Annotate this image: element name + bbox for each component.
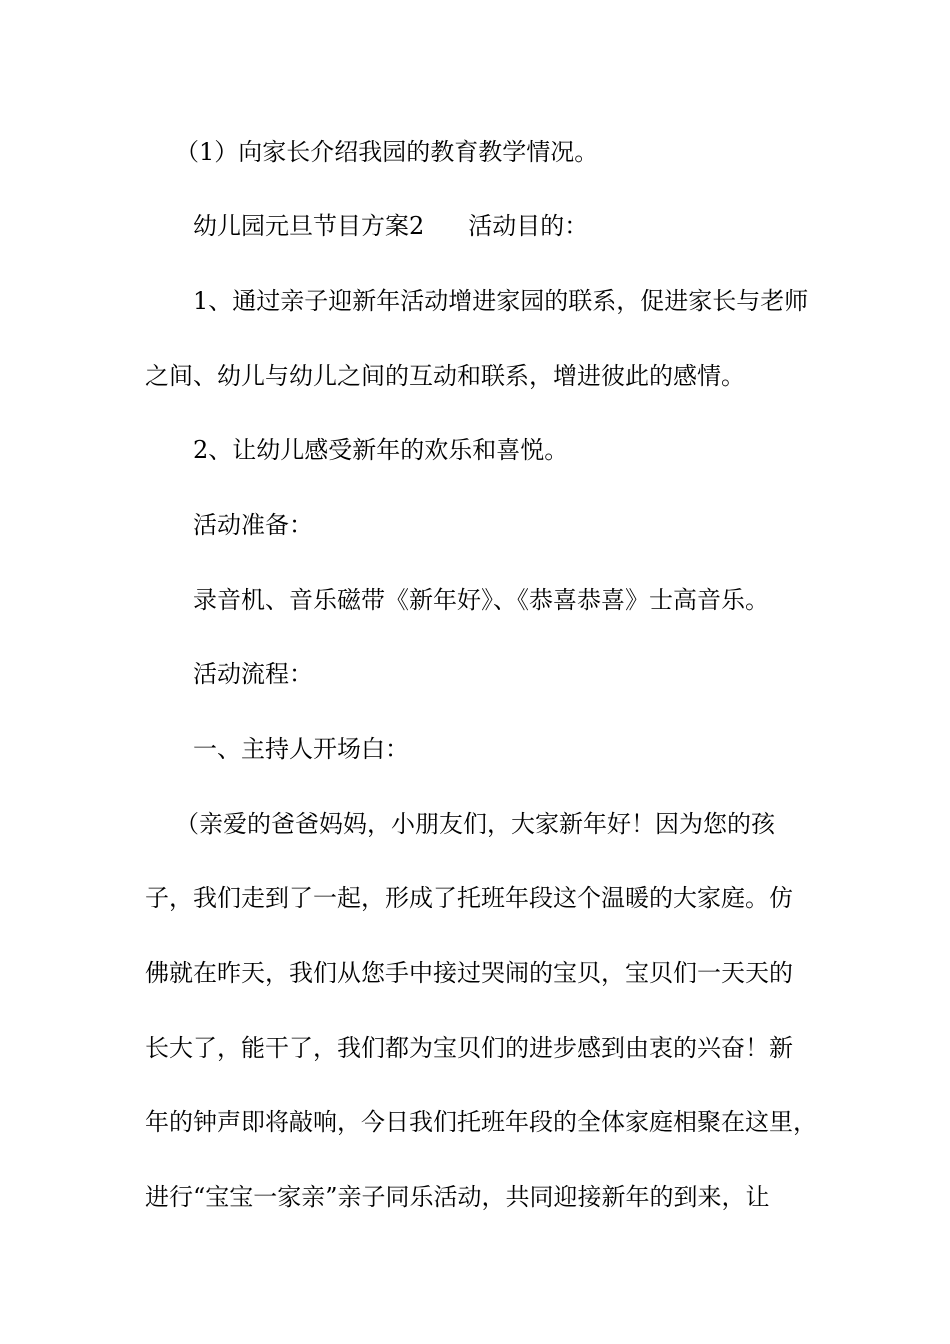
section-heading-line bbox=[193, 206, 893, 246]
section-title: 幼儿园元旦节目方案2 bbox=[193, 212, 425, 240]
goal-2: 2、让幼儿感受新年的欢乐和喜悦。 bbox=[193, 436, 569, 464]
subheading-preparation: 活动准备： bbox=[193, 511, 313, 539]
host-speech-line-4: 长大了，能干了，我们都为宝贝们的进步感到由衷的兴奋！新 bbox=[145, 1034, 793, 1062]
host-speech-line-3: 佛就在昨天，我们从您手中接过哭闹的宝贝，宝贝们一天天的 bbox=[145, 959, 793, 987]
goal-1-line-1: 1、通过亲子迎新年活动增进家园的联系，促进家长与老师 bbox=[193, 287, 809, 315]
preparation-items: 录音机、音乐磁带《新年好》、《恭喜恭喜》士高音乐。 bbox=[193, 586, 769, 614]
host-speech-line-6: 进行“宝宝一家亲”亲子同乐活动，共同迎接新年的到来，让 bbox=[145, 1183, 770, 1211]
goal-1-line-2: 之间、幼儿与幼儿之间的互动和联系，增进彼此的感情。 bbox=[145, 362, 745, 390]
subheading-activity-goals: 活动目的： bbox=[468, 212, 589, 240]
host-speech-line-1: （亲爱的爸爸妈妈，小朋友们，大家新年好！因为您的孩 bbox=[175, 810, 775, 838]
host-speech-line-5: 年的钟声即将敲响，今日我们托班年段的全体家庭相聚在这里， bbox=[145, 1108, 817, 1136]
host-speech-line-2: 子，我们走到了一起，形成了托班年段这个温暖的大家庭。仿 bbox=[145, 884, 793, 912]
subheading-process: 活动流程： bbox=[193, 660, 313, 688]
paragraph-intro-item: （1）向家长介绍我园的教育教学情况。 bbox=[175, 138, 599, 166]
process-step-1-heading: 一、主持人开场白： bbox=[193, 735, 409, 763]
